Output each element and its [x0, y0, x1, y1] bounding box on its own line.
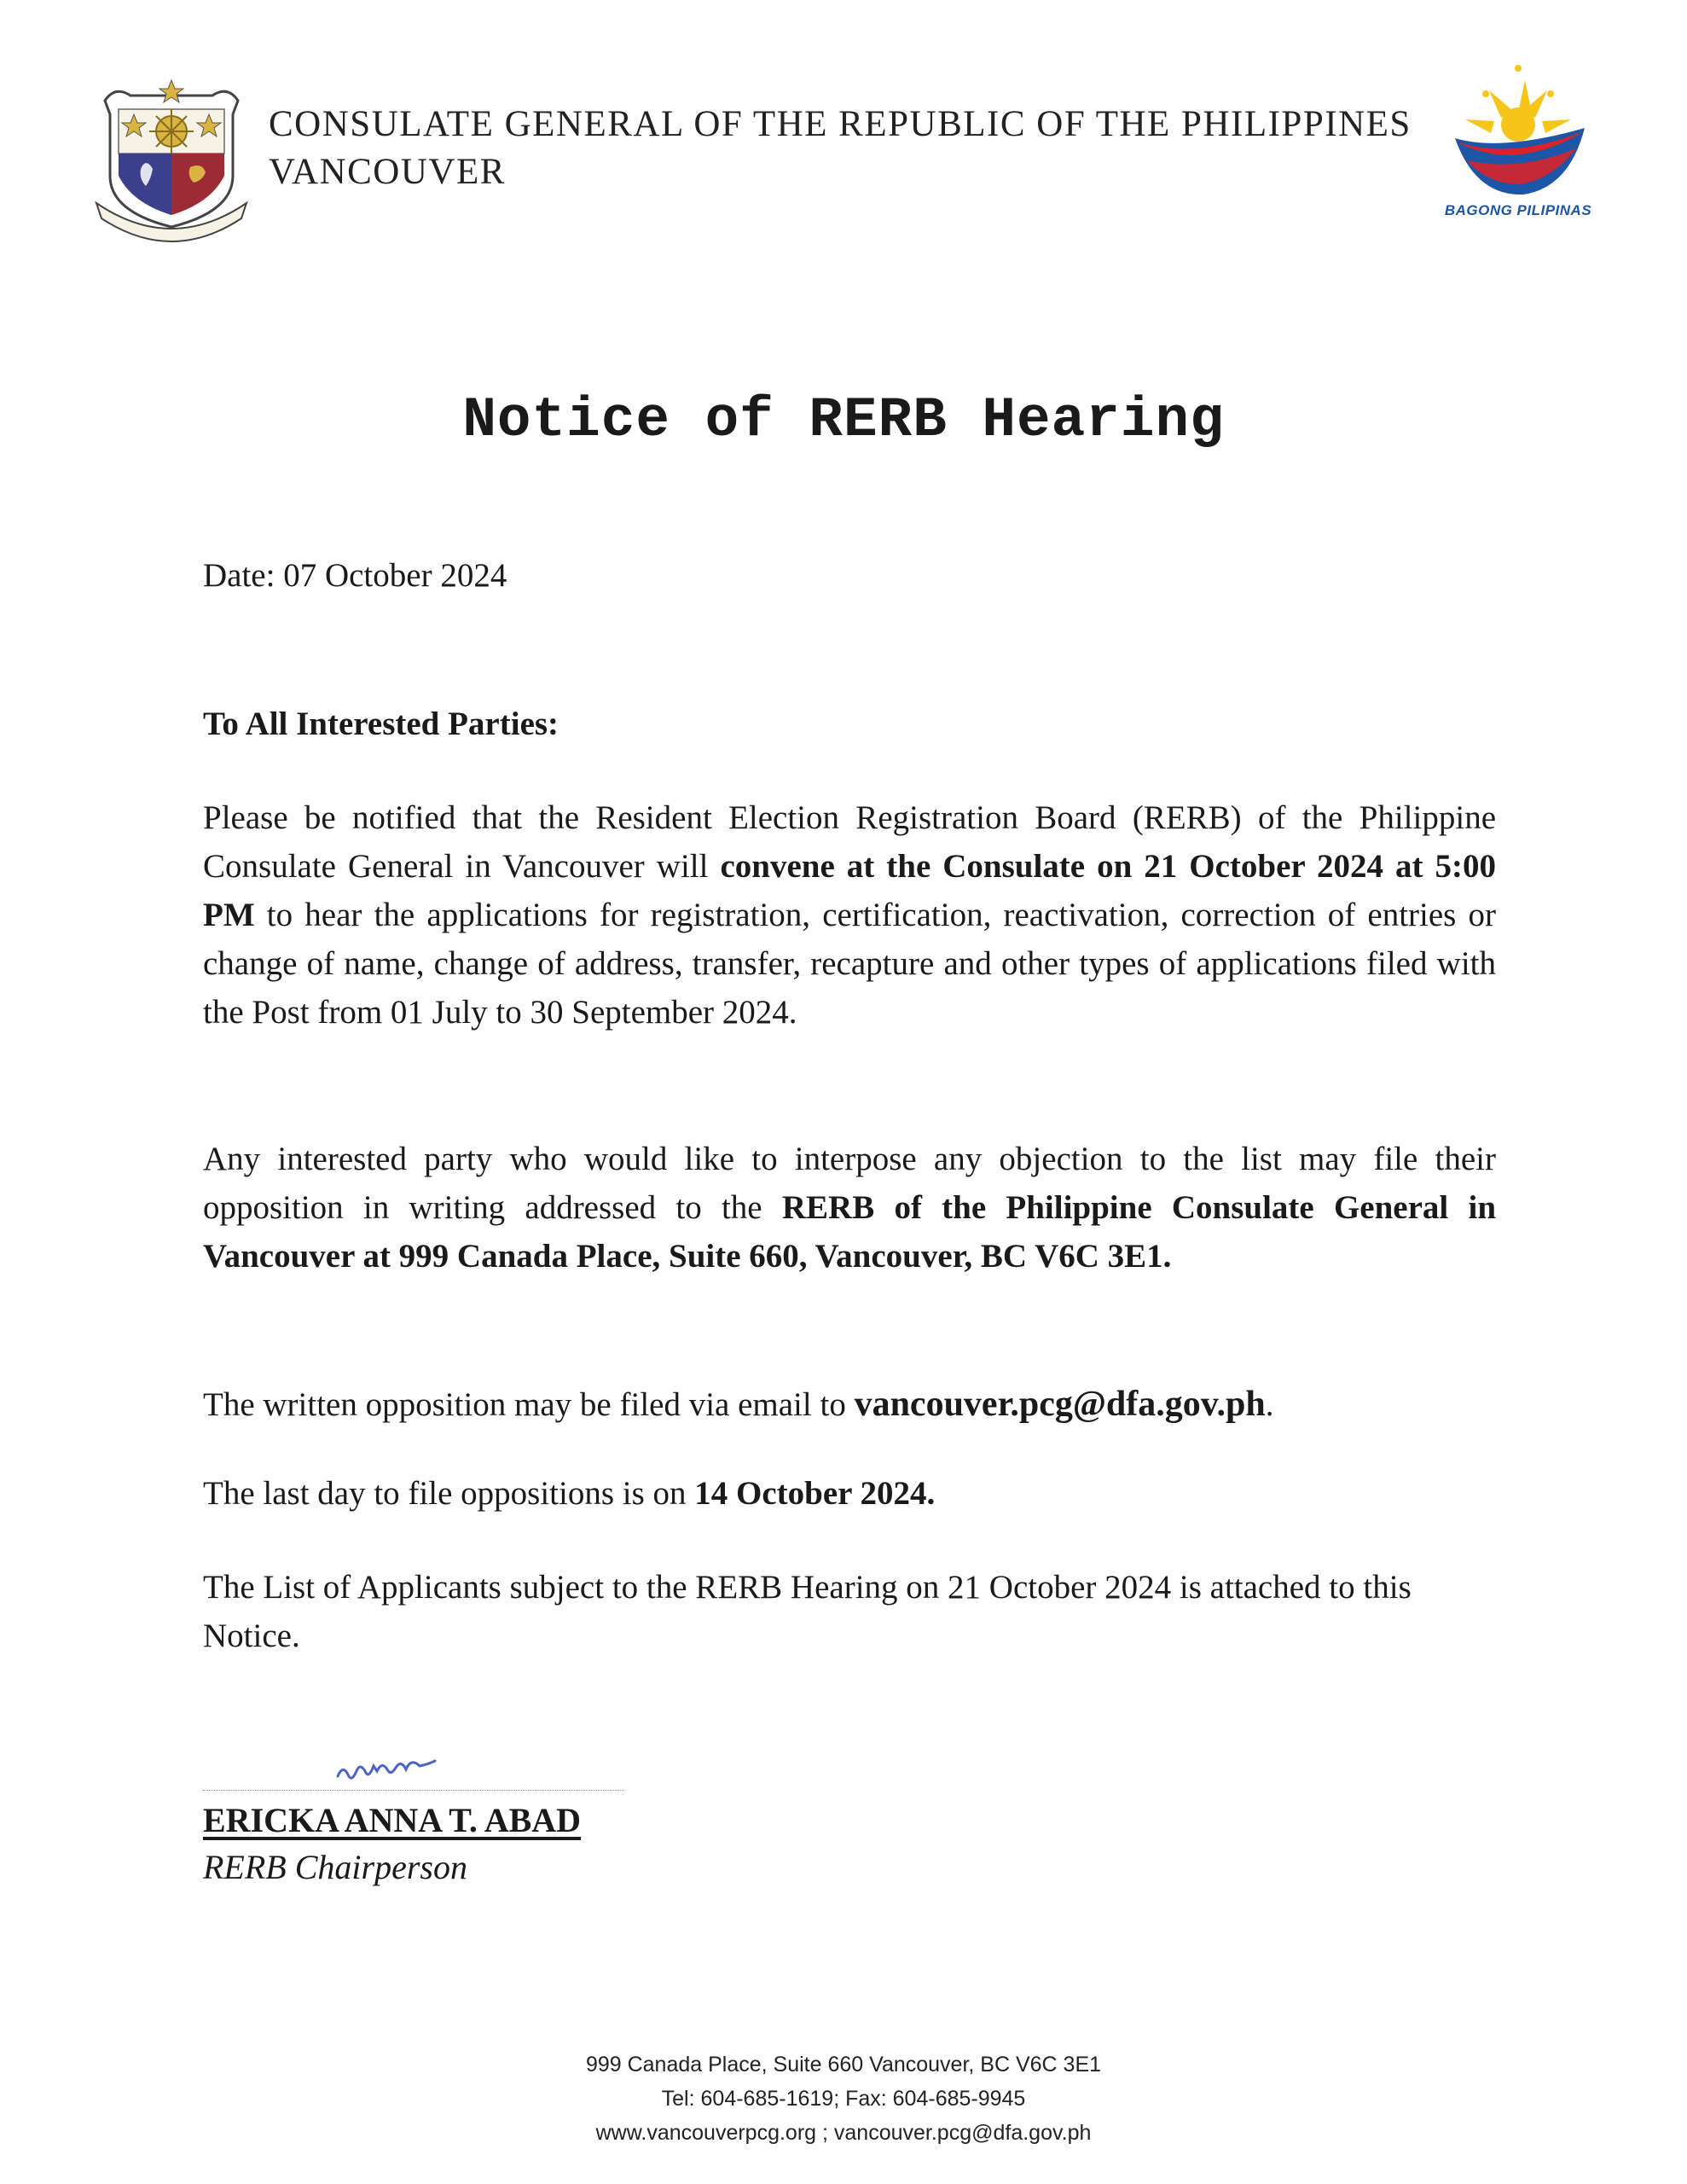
footer-phone: Tel: 604-685-1619; Fax: 604-685-9945 [661, 2087, 1026, 2111]
salutation: To All Interested Parties: [203, 706, 559, 742]
notice-date: Date: 07 October 2024 [203, 557, 507, 594]
deadline-date: 14 October 2024. [694, 1475, 936, 1512]
footer-web[interactable]: www.vancouverpcg.org ; vancouver.pcg@dfa.gov.ph [595, 2121, 1092, 2145]
paragraph-deadline [203, 1469, 1496, 1518]
paragraph-text: The last day to file oppositions is on [203, 1475, 695, 1512]
email-link[interactable]: vancouver.pcg@dfa.gov.ph [854, 1385, 1266, 1424]
paragraph-text: The written opposition may be filed via email to [203, 1386, 855, 1423]
signatory-name: ERICKA ANNA T. ABAD [203, 1801, 582, 1839]
paragraph-attachment: The List of Applicants subject to the RERB Hearing on 21 October 2024 is attached to this Notice. [203, 1569, 1412, 1654]
paragraph-email [203, 1380, 1496, 1429]
consulate-name: CONSULATE GENERAL OF THE REPUBLIC OF THE PHILIPPINES [269, 104, 1412, 144]
hearing-date-time: convene at the Consulate on 21 October 2024 at 5:00 PM [203, 848, 1497, 933]
paragraph-text: Any interested party who would like to interpose any objection to the list may file their opposition in writing addressed to the [203, 1141, 1496, 1226]
bagong-pilipinas-logo [1441, 60, 1595, 235]
paragraph-text: . [1265, 1386, 1274, 1423]
bagong-pilipinas-text: BAGONG PILIPINAS [1444, 202, 1592, 218]
signatory-title: RERB Chairperson [203, 1848, 467, 1886]
footer-contact [0, 2048, 1687, 2150]
paragraph-text: Please be notified that the Resident Election Registration Board (RERB) of the Philippine Consulate General in Vancouver will [203, 799, 1496, 885]
paragraph-hearing-details [203, 793, 1496, 1037]
philippine-seal-logo [81, 75, 262, 246]
consulate-header [269, 101, 1412, 196]
signature-line [203, 1790, 624, 1791]
rerb-address: RERB of the Philippine Consulate General in Vancouver at 999 Canada Place, Suite 660, Vancouver, BC V6C 3E1. [203, 1189, 1497, 1275]
consulate-city: VANCOUVER [269, 152, 506, 192]
footer-address: 999 Canada Place, Suite 660 Vancouver, BC V6C 3E1 [585, 2053, 1102, 2077]
paragraph-text: to hear the applications for registration, certification, reactivation, correction of entries or change of name, change of address, transfer, recapture and other types of applications filed with the Post from 01 July to 30 September 2024. [203, 897, 1496, 1031]
signature-image [333, 1751, 448, 1792]
paragraph-opposition [203, 1135, 1496, 1281]
page-title: Notice of RERB Hearing [462, 388, 1225, 452]
